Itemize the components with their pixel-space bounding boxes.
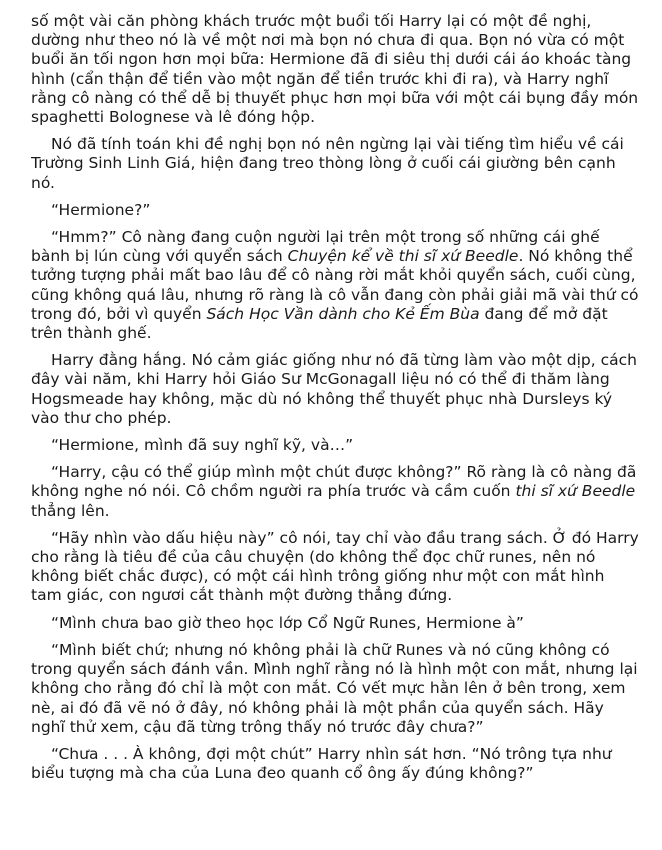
paragraph-text: “Mình biết chứ; nhưng nó không phải là chữ Runes và nó cũng không có trong quyển sách đánh vần. Mình nghĩ rằng nó là hình một con mắt, nhưng lại không cho rằng đó chỉ là một con mắt. Có vết mực hằn lên ở bên trong, xem nè, ai đó đã vẽ nó ở đây, nó không phải là một phần của quyển sách. Hãy nghĩ thử xem, cậu đã từng trông thấy nó trước đây chưa?”	[31, 640, 638, 736]
paragraph-text: “Hermione?”	[51, 200, 151, 219]
paragraph-text: “Hermione, mình đã suy nghĩ kỹ, và…”	[51, 436, 354, 455]
paragraph	[31, 201, 640, 220]
book-title-text: Chuyện kể về thi sĩ xứ Beedle	[287, 247, 519, 266]
paragraph	[31, 641, 640, 737]
paragraph-text: Harry đằng hắng. Nó cảm giác giống như nó đã từng làm vào một dịp, cách đây vài năm, khi Harry hỏi Giáo Sư McGonagall liệu nó có thể đi thăm làng Hogsmeade hay không, mặc dù nó không thể thuyết phục nhà Dursleys ký vào thư cho phép.	[31, 351, 637, 427]
paragraph-text: . Nó không thể tưởng tượng phải mất bao lâu để cô nàng rời mắt khỏi quyển sách, cuối cùng, cũng không quá lâu, nhưng rõ ràng là cô vẫn đang còn phải giải mã vài thứ có trong đó, bởi vì quyển	[31, 247, 639, 323]
paragraph	[31, 463, 640, 521]
paragraph	[31, 12, 640, 127]
paragraph	[31, 614, 640, 633]
paragraph-text: Nó đã tính toán khi đề nghị bọn nó nên ngừng lại vài tiếng tìm hiểu về cái Trường Sinh Linh Giá, hiện đang treo thòng lòng ở cuối cái giường bên cạnh nó.	[31, 135, 624, 192]
paragraph	[31, 436, 640, 455]
paragraph-text: “Harry, cậu có thể giúp mình một chút được không?” Rõ ràng là cô nàng đã không nghe nó nói. Cô chồm người ra phía trước và cầm cuốn	[31, 463, 637, 501]
paragraph	[31, 529, 640, 606]
paragraph-text: “Mình chưa bao giờ theo học lớp Cổ Ngữ Runes, Hermione à”	[51, 613, 524, 632]
paragraph	[31, 745, 640, 783]
paragraph-text: thẳng lên.	[31, 501, 110, 520]
paragraph-text: “Hãy nhìn vào dấu hiệu này” cô nói, tay chỉ vào đầu trang sách. Ở đó Harry cho rằng là tiêu đề của câu chuyện (do không thể đọc chữ runes, nên nó không biết chắc được), có một cái hình trông giống như một con mắt hình tam giác, con ngươi cắt thành một đường thẳng đứng.	[31, 528, 639, 605]
paragraph-text: “Hmm?” Cô nàng đang cuộn người lại trên một trong số những cái ghế bành bị lún cùng với quyển sách	[31, 228, 600, 266]
paragraph-text: “Chưa . . . À không, đợi một chút” Harry nhìn sát hơn. “Nó trông tựa như biểu tượng mà cha của Luna đeo quanh cổ ông ấy đúng không?”	[31, 744, 612, 783]
paragraph-text: đang để mở đặt trên thành ghế.	[31, 304, 608, 343]
book-title-text: thi sĩ xứ Beedle	[515, 482, 636, 501]
paragraph	[31, 135, 640, 193]
book-title-text: Sách Học Vần dành cho Kẻ Ếm Bùa	[206, 304, 480, 323]
paragraph-text: số một vài căn phòng khách trước một buổi tối Harry lại có một đề nghị, dường như theo nó là về một nơi mà bọn nó chưa đi qua. Bọn nó vừa có một buổi ăn tối ngon hơn mọi bữa: Hermione đã đi siêu thị dưới cái áo khoác tàng hình (cẩn thận để tiền vào một ngăn để tiền trước khi đi ra), và Harry nghĩ rằng cô nàng có thể dễ bị thuyết phục hơn mọi bữa với một cái bụng đầy món spaghetti Bolognese và lê đóng hộp.	[31, 12, 639, 127]
paragraph	[31, 228, 640, 343]
paragraph	[31, 351, 640, 428]
